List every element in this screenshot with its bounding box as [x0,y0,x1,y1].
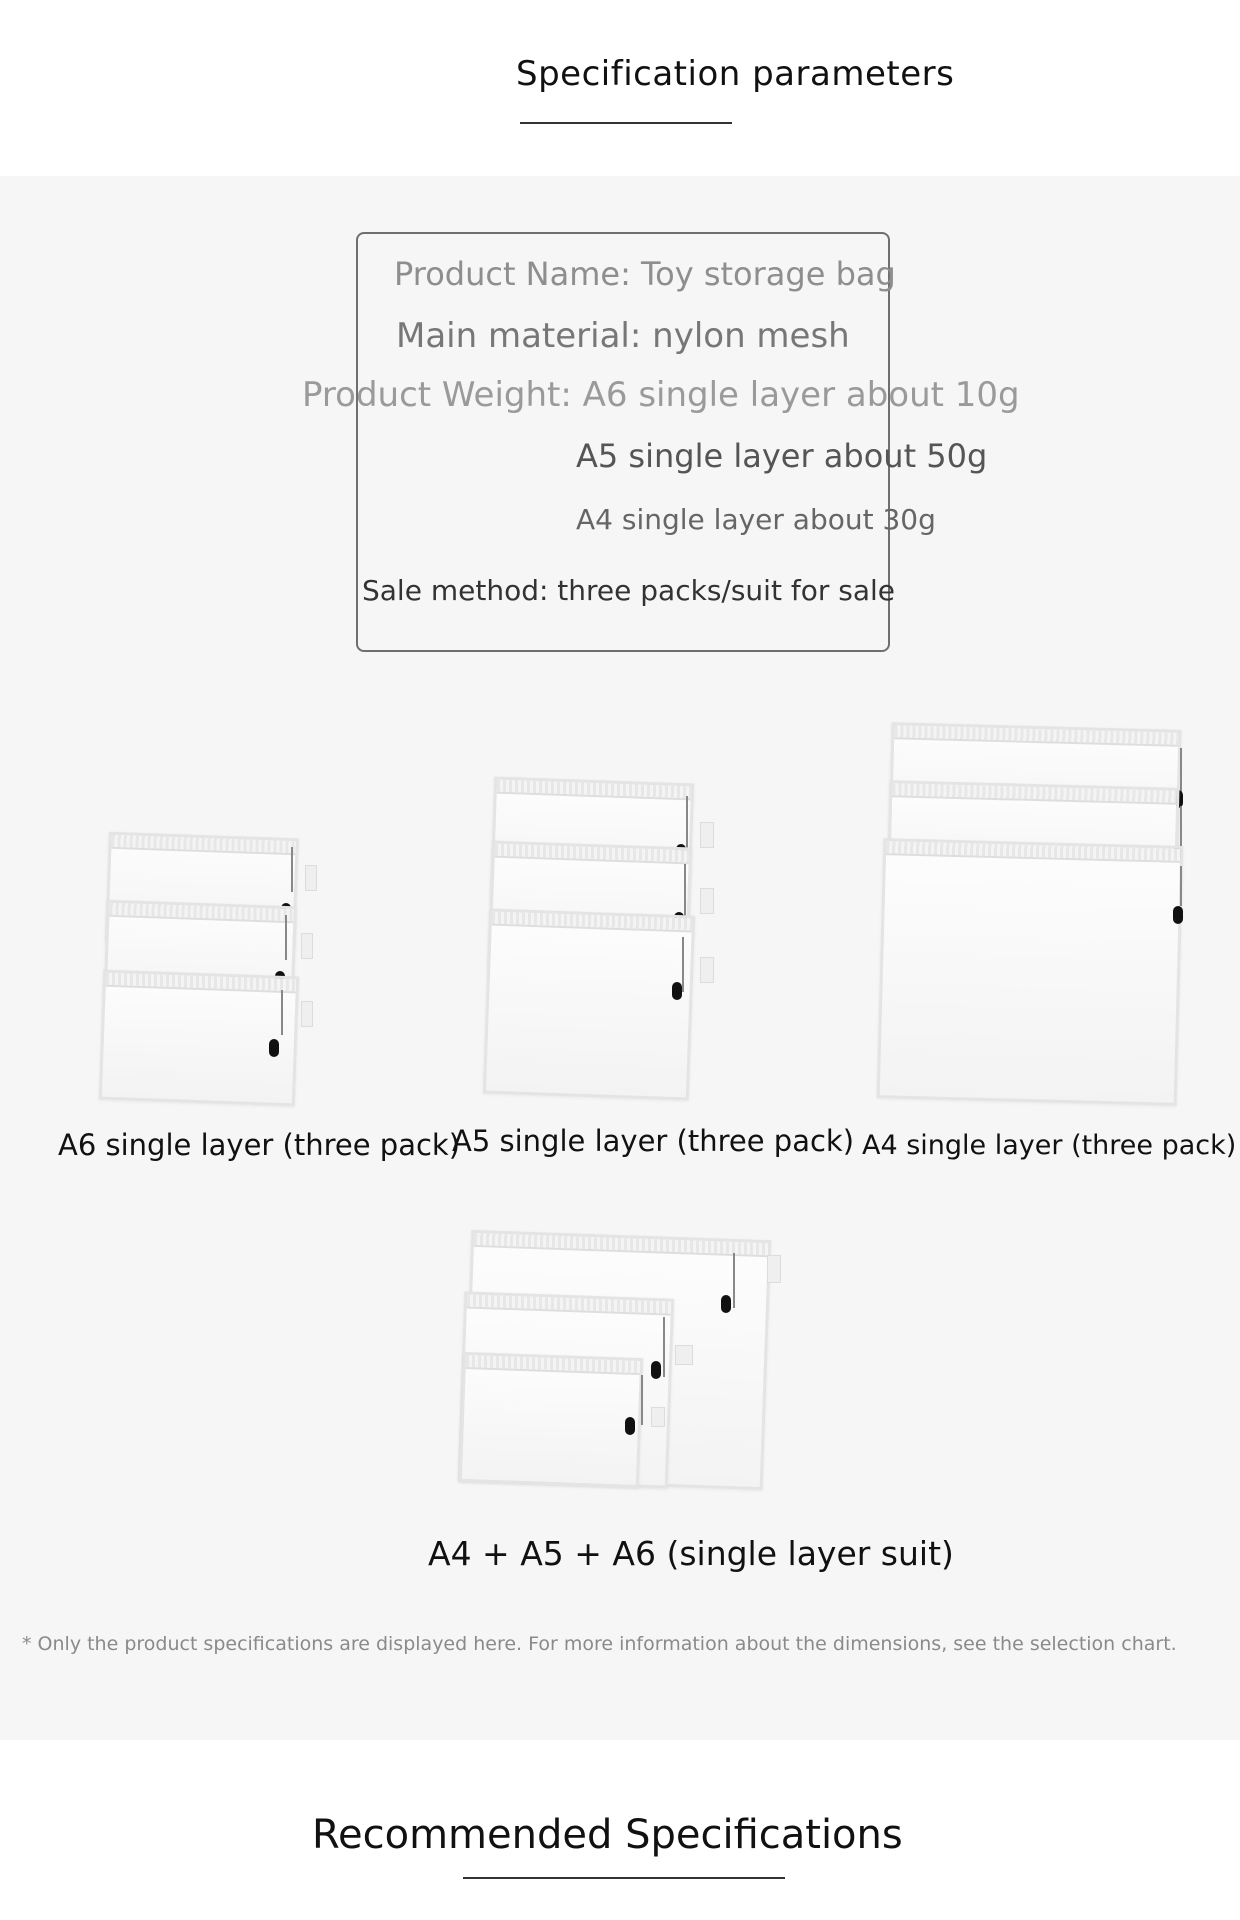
spec-product-name: Product Name: Toy storage bag [394,255,896,293]
a6-three-pack-image [95,825,325,1110]
spec-weight-a5: A5 single layer about 50g [576,437,988,475]
spec-main-material: Main material: nylon mesh [396,316,850,356]
recommended-title: Recommended Specifications [312,1812,903,1858]
a5-three-pack-image [480,772,730,1107]
title-underline [520,122,732,124]
spec-sale-method: Sale method: three packs/suit for sale [362,574,895,607]
a4-three-pack-image [870,720,1200,1110]
suit-image [455,1225,795,1505]
suit-caption: A4 + A5 + A6 (single layer suit) [428,1534,954,1573]
spec-weight-a6: Product Weight: A6 single layer about 10g [302,375,1020,415]
section-title: Specification parameters [516,54,955,94]
a5-caption: A5 single layer (three pack) [452,1124,855,1158]
spec-weight-a4: A4 single layer about 30g [576,503,936,536]
a6-caption: A6 single layer (three pack) [58,1128,461,1162]
footnote: * Only the product specifications are displayed here. For more information about the dimensions, see the selection chart. [22,1633,1177,1655]
a4-caption: A4 single layer (three pack) [862,1130,1237,1161]
recommended-underline [463,1877,785,1879]
